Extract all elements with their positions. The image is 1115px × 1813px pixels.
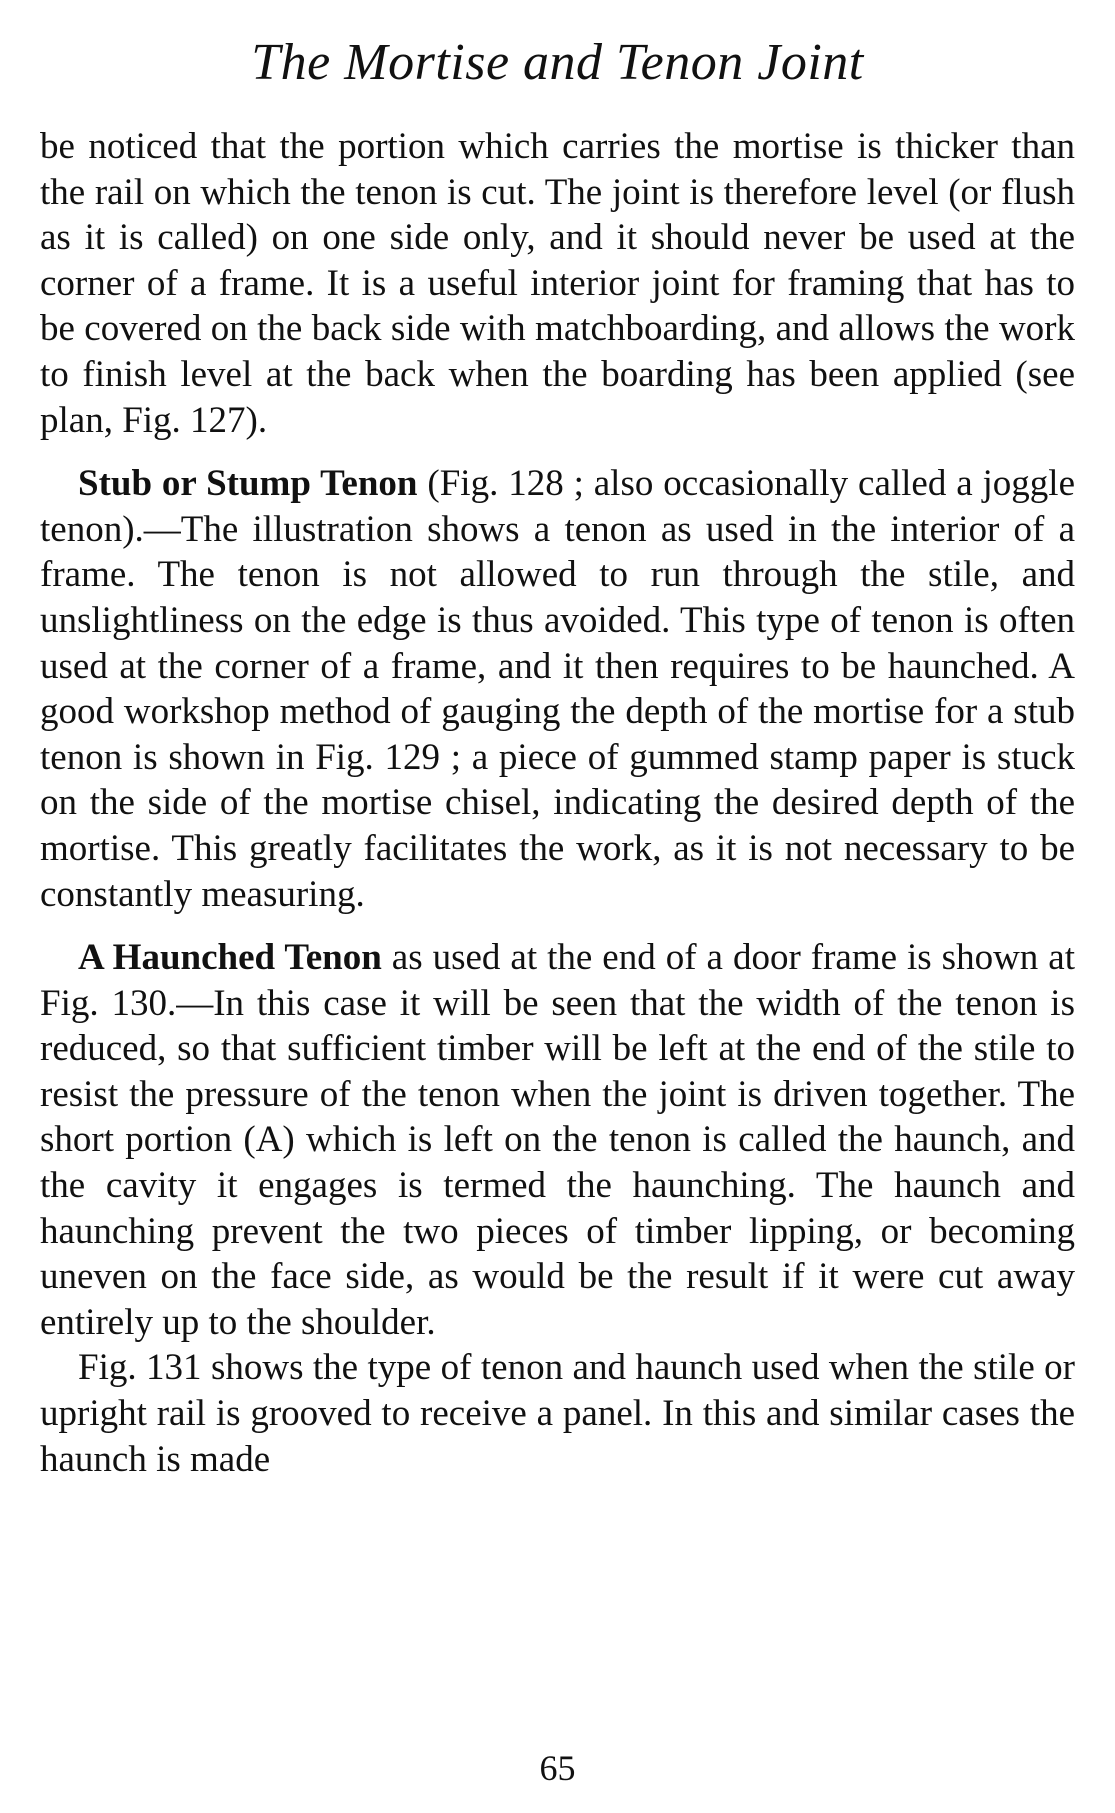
paragraph-text: (Fig. 128 ; also occasionally called a joggle tenon).—The illustration shows a tenon as used in the interior of a frame. The tenon is not allowed to run through the stile, and unslightliness on the edge is thus avoided. This type of tenon is often used at the corner of a frame, and it then requires to be haunched. A good workshop method of gauging the depth of the mortise for a stub tenon is shown in Fig. 129 ; a piece of gummed stamp paper is stuck on the side of the mortise chisel, indicating the desired depth of the mortise. This greatly facilitates the work, as it is not necessary to be constantly measuring. (40, 463, 1076, 915)
run-in-heading: A Haunched Tenon (78, 937, 382, 979)
running-title: The Mortise and Tenon Joint (251, 34, 864, 91)
paragraph-fig-131 (40, 1345, 1075, 1482)
paragraph-stub-tenon (40, 461, 1075, 917)
page-number: 65 (539, 1748, 576, 1788)
paragraph-text: as used at the end of a door frame is shown at Fig. 130.—In this case it will be seen that the width of the tenon is reduced, so that sufficient timber will be left at the end of the stile to resist the pressure of the tenon when the joint is driven together. The short portion (A) which is left on the tenon is called the haunch, and the cavity it engages is termed the haunching. The haunch and haunching prevent the two pieces of timber lipping, or becoming uneven on the face side, as would be the result if it were cut away entirely up to the shoulder. (40, 937, 1075, 1343)
paragraph-haunched-tenon (40, 935, 1075, 1345)
paragraph-text: Fig. 131 shows the type of tenon and haunch used when the stile or upright rail is grooved to receive a panel. In this and similar cases the haunch is made (40, 1347, 1075, 1480)
run-in-heading: Stub or Stump Tenon (78, 463, 418, 505)
paragraph-text: be noticed that the portion which carries the mortise is thicker than the rail on which the tenon is cut. The joint is therefore level (or flush as it is called) on one side only, and it should never be used at the corner of a frame. It is a useful interior joint for framing that has to be covered on the back side with matchboarding, and allows the work to finish level at the back when the boarding has been applied (see plan, Fig. 127). (40, 126, 1075, 441)
paragraph-continuation (40, 124, 1075, 443)
book-page (40, 28, 1075, 1798)
